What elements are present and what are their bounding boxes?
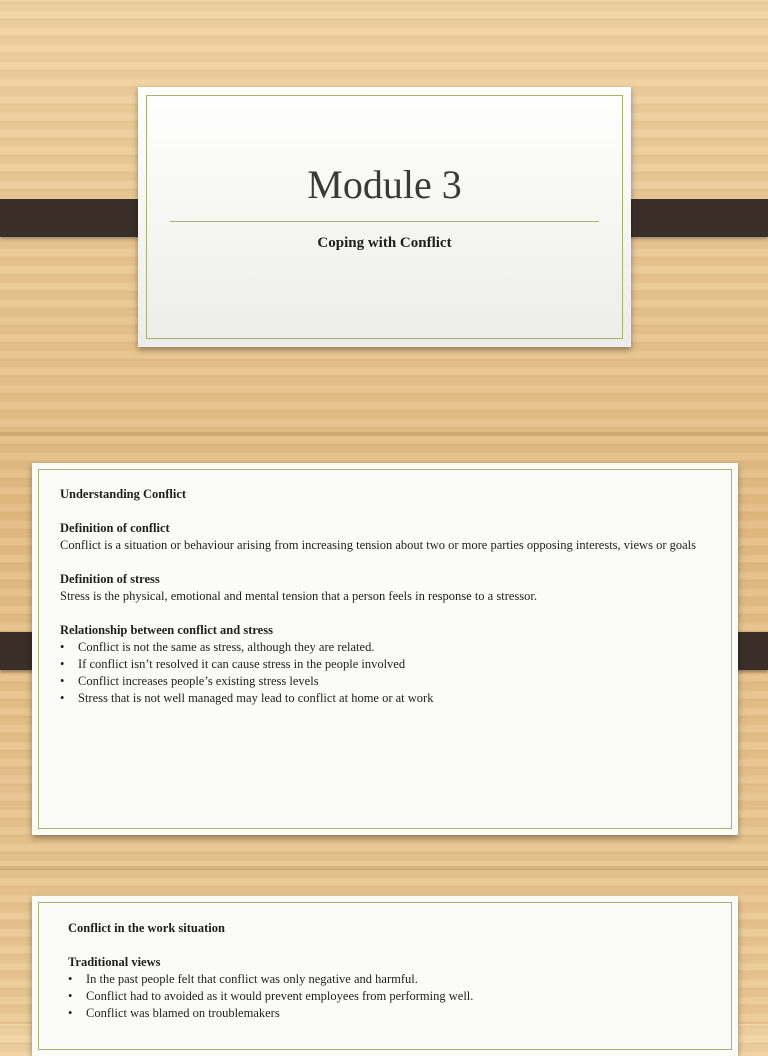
section-text: Stress is the physical, emotional and mental tension that a person feels in response to a stressor.: [60, 589, 537, 603]
list-item: [68, 971, 718, 988]
list-item-text: Conflict was blamed on troublemakers: [86, 1006, 280, 1020]
slide-subtitle: Coping with Conflict: [317, 235, 452, 251]
slide-title: Module 3: [307, 162, 462, 207]
bullet-icon: •: [60, 657, 65, 671]
section-title: Relationship between conflict and stress: [60, 623, 273, 637]
list-item: [60, 673, 710, 690]
list-item-text: Conflict increases people’s existing stress levels: [78, 674, 319, 688]
slide-body: [60, 486, 710, 707]
content-slide-work-conflict[interactable]: [32, 896, 738, 1056]
slide-frame: [146, 95, 623, 339]
board-seam: [0, 866, 768, 870]
section-title: Definition of conflict: [60, 521, 170, 535]
bullet-icon: •: [68, 989, 73, 1003]
section-title: Traditional views: [68, 955, 161, 969]
content-slide-understanding-conflict[interactable]: [32, 463, 738, 835]
slide-strap-right: [613, 199, 768, 237]
list-item-text: Conflict had to avoided as it would prevent employees from performing well.: [86, 989, 474, 1003]
bullet-icon: •: [60, 691, 65, 705]
list-item: [60, 690, 710, 707]
bullet-icon: •: [68, 1006, 73, 1020]
bullet-icon: •: [68, 972, 73, 986]
list-item-text: In the past people felt that conflict was only negative and harmful.: [86, 972, 418, 986]
slide-body: [68, 920, 718, 1022]
section-title: Definition of stress: [60, 572, 160, 586]
list-item: [60, 656, 710, 673]
list-item: [68, 988, 718, 1005]
slide-heading: Conflict in the work situation: [68, 921, 225, 935]
bullet-list: [60, 639, 710, 707]
list-item: [68, 1005, 718, 1022]
list-item-text: Stress that is not well managed may lead to conflict at home or at work: [78, 691, 434, 705]
section-text: Conflict is a situation or behaviour arising from increasing tension about two or more parties opposing interests, views or goals: [60, 538, 696, 552]
bullet-icon: •: [60, 674, 65, 688]
slide-heading: Understanding Conflict: [60, 487, 187, 501]
list-item: [60, 639, 710, 656]
title-divider: [170, 221, 599, 222]
slide-strap-left: [0, 199, 156, 237]
title-slide[interactable]: [138, 87, 631, 347]
bullet-list: [68, 971, 718, 1022]
board-seam: [0, 432, 768, 436]
bullet-icon: •: [60, 640, 65, 654]
list-item-text: Conflict is not the same as stress, although they are related.: [78, 640, 375, 654]
list-item-text: If conflict isn’t resolved it can cause stress in the people involved: [78, 657, 406, 671]
